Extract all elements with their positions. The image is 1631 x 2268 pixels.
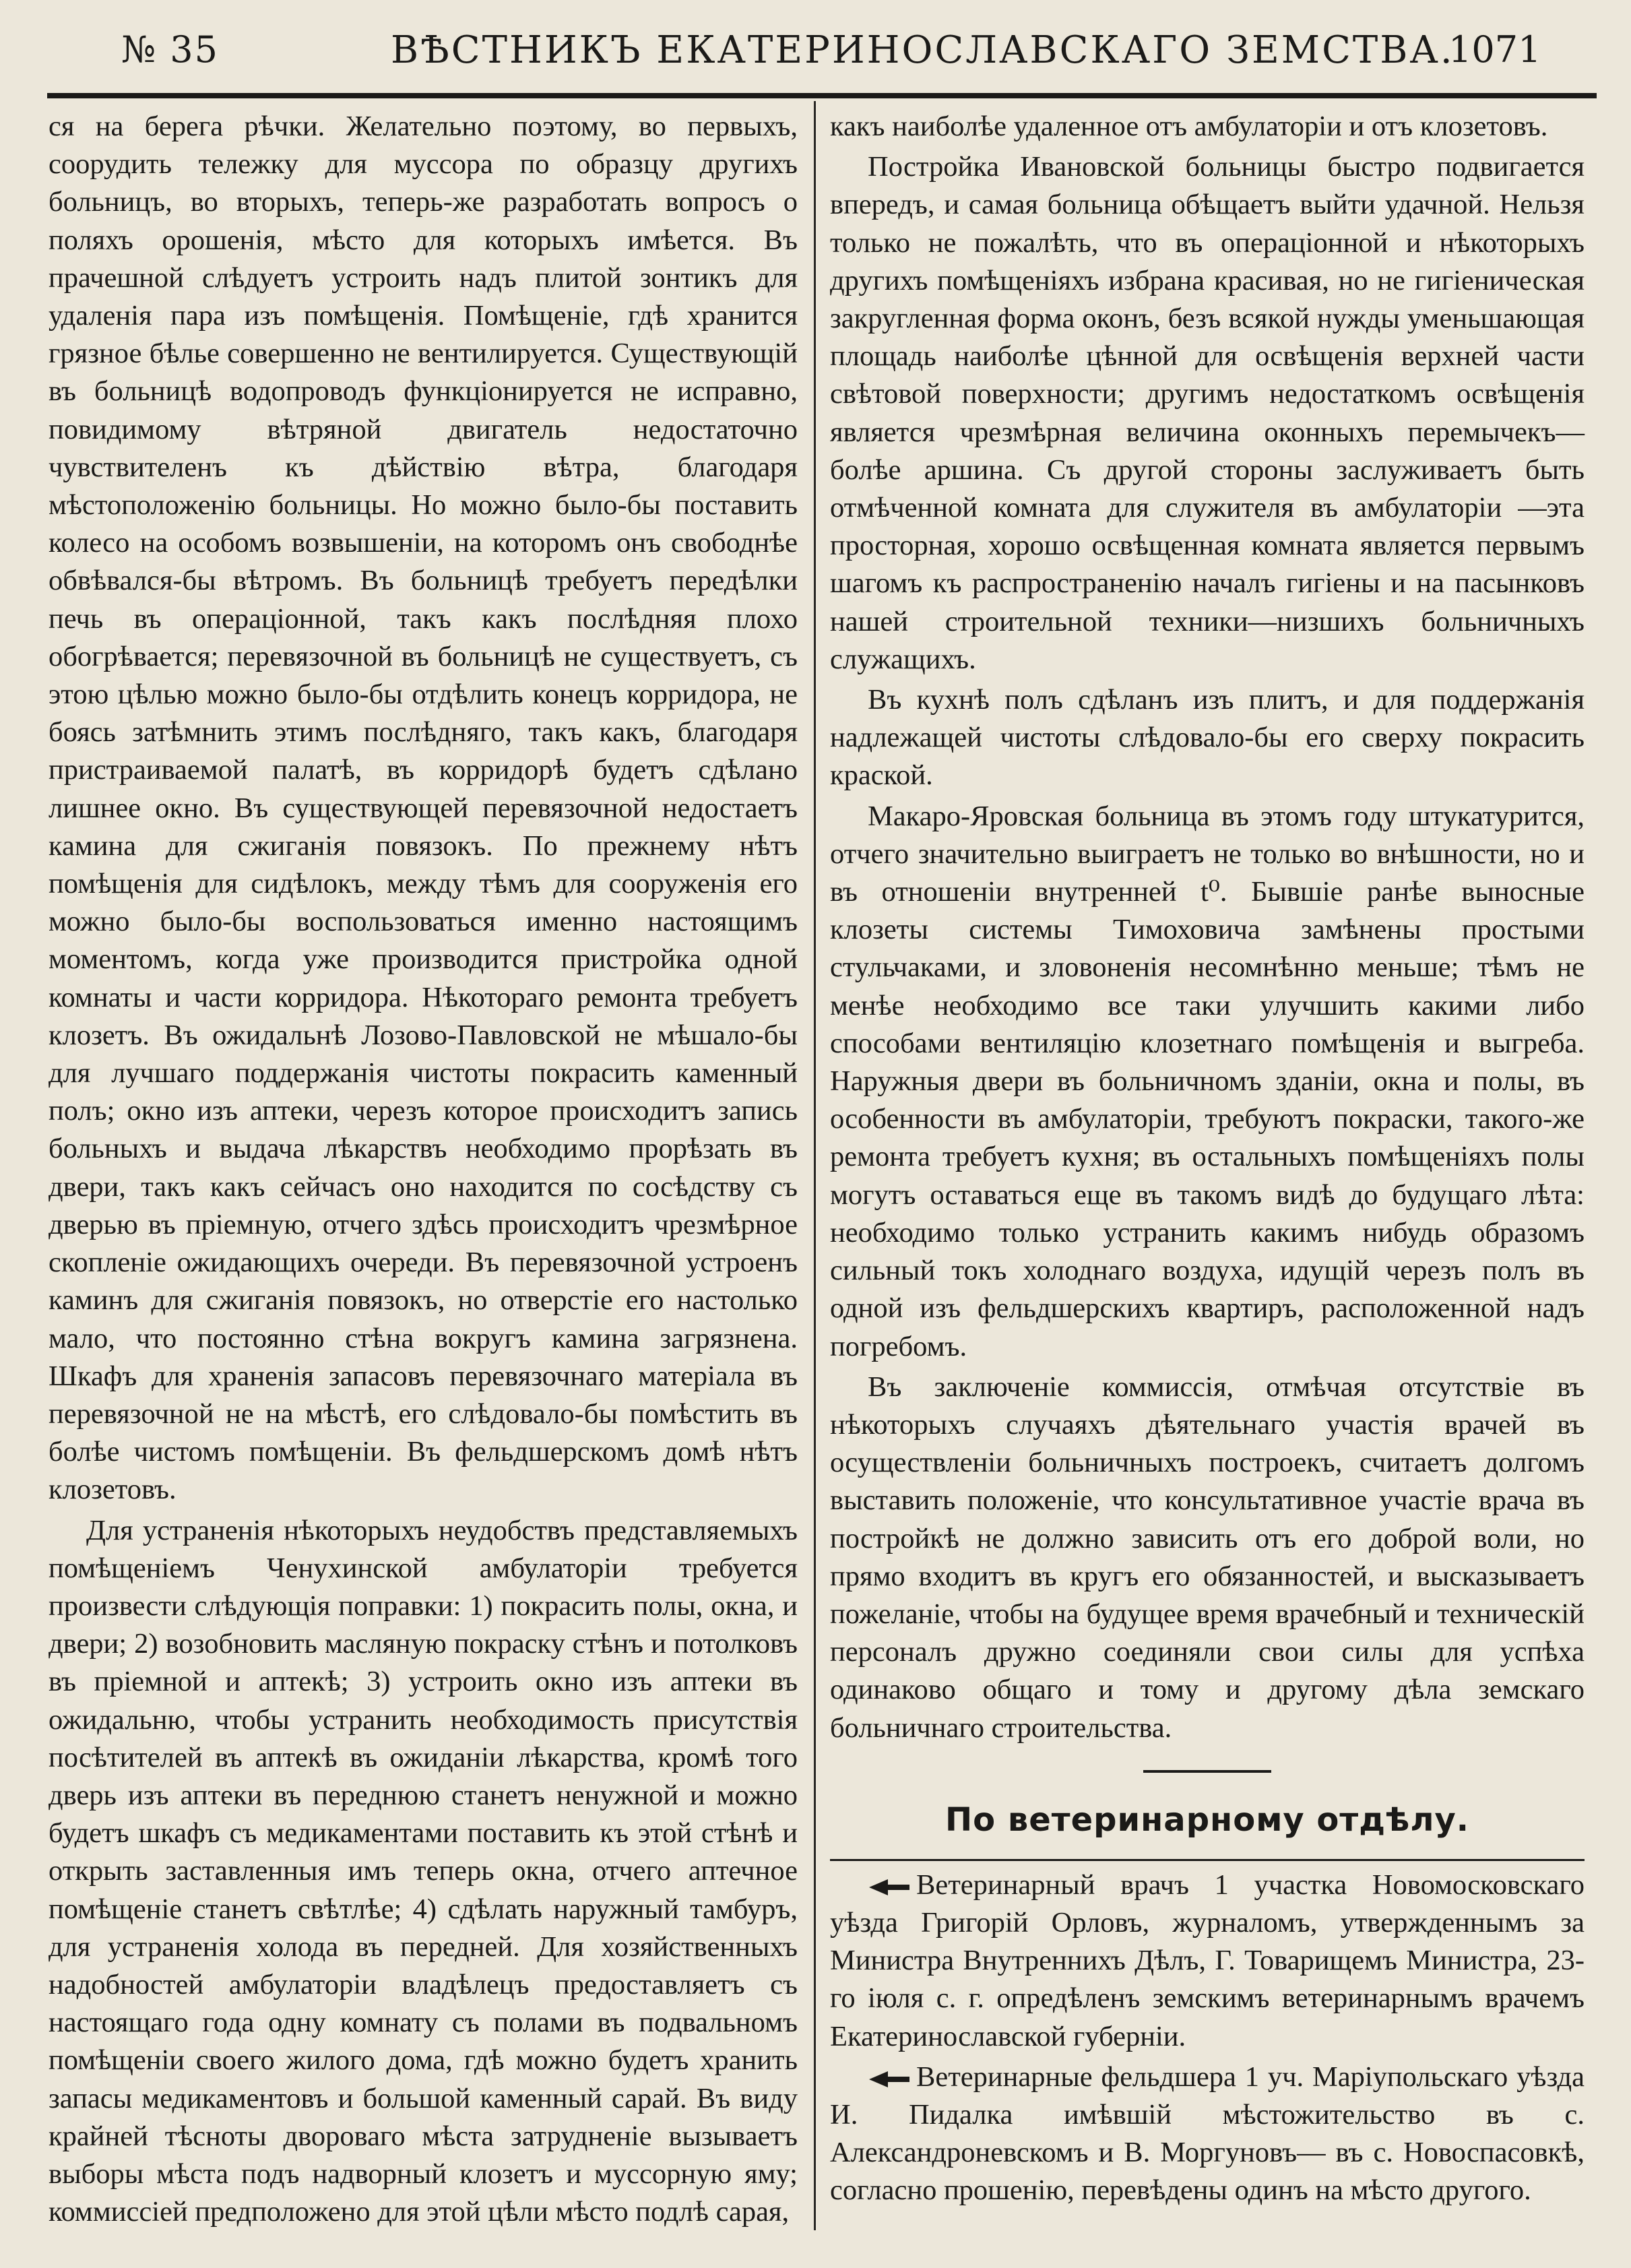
left-column [49,108,798,2231]
paragraph: Въ кухнѣ полъ сдѣланъ изъ плитъ, и для поддержанія надлежащей чистоты слѣдовало-бы его сверху покрасить краской. [830,684,1585,792]
notice-text: Ветеринарный врачъ 1 участка Новомосковскаго уѣзда Григорій Орловъ, журналомъ, утвержденнымъ за Министра Внутреннихъ Дѣлъ, Г. Товарищемъ Министра, 23-го іюля с. г. опредѣленъ земскимъ ветеринарнымъ врачемъ Екатеринославской губерніи. [830,1868,1585,2052]
paragraph: Постройка Ивановской больницы быстро подвигается впередъ, и самая больница обѣщаетъ выйти удачной. Нельзя только не пожалѣть, что въ операціонной и нѣкоторыхъ другихъ помѣщеніяхъ избрана красивая, но не гигіеническая закругленная форма оконъ, безъ всякой нужды уменьшающая площадь наиболѣе цѣнной для освѣщенія верхней части свѣтовой поверхности; другимъ недостаткомъ освѣщенія является чрезмѣрная величина оконныхъ перемычекъ—болѣе аршина. Съ другой стороны заслуживаетъ быть отмѣченной комната для служителя въ амбулаторіи —эта просторная, хорошо освѣщенная комната является первымъ шагомъ къ распространенію началъ гигіены и на пасынковъ нашей строительной техники—низшихъ больничныхъ служащихъ. [830,151,1585,675]
paragraph: какъ наиболѣе удаленное отъ амбулаторіи и отъ клозетовъ. [830,111,1548,142]
paragraph: Для устраненія нѣкоторыхъ неудобствъ представляемыхъ помѣщеніемъ Ченухинской амбулаторіи требуется произвести слѣдующія поправки: 1) покрасить полы, окна, и двери; 2) возобновить масляную покраску стѣнъ и потолковъ въ пріемной и аптекѣ; 3) устроить окно изъ аптеки въ ожидальню, чтобы устранить необходимость присутствія посѣтителей въ аптекѣ въ ожиданіи лѣкарства, кромѣ того дверь изъ аптеки въ переднюю станетъ ненужной и можно будетъ шкафъ съ медикаментами поставить къ этой стѣнѣ и открыть заставленныя имъ теперь окна, отчего аптечное помѣщеніе станетъ свѣтлѣе; 4) сдѣлать наружный тамбуръ, для устраненія холода въ передней. Для хозяйственныхъ надобностей амбулаторіи владѣлецъ предоставляетъ съ настоящаго года одну комнату съ полами въ подвальномъ помѣщеніи своего жилого дома, гдѣ можно будетъ хранить запасы медикаментовъ и большой каменный сарай. Въ виду крайней тѣсноты двороваго мѣста затрудненіе вызываетъ выборы мѣста подъ надворный клозетъ и муссорную яму; коммиссіей предположено для этой цѣли мѣсто подлѣ сарая, [49,1514,798,2228]
page-header [40,12,1597,86]
issue-number: № 35 [121,28,219,71]
pointer-icon [868,2069,911,2089]
section-separator [1143,1770,1271,1773]
journal-title: ВѢСТНИКЪ ЕКАТЕРИНОСЛАВСКАГО ЗЕМСТВА. [391,28,1454,72]
pointer-icon [868,1877,911,1897]
notice-text: Ветеринарные фельдшера 1 уч. Маріупольскаго уѣзда И. Пидалка имѣвшій мѣстожительство въ с. Александроневскомъ и В. Моргуновъ— въ с. Новоспасовкѣ, согласно прошенію, перевѣдены одинъ на мѣсто другого. [830,2060,1585,2207]
column-divider [814,101,816,2230]
section-rule [830,1859,1585,1861]
header-rule [47,93,1597,98]
paragraph: Макаро-Яровская больница въ этомъ году штукатурится, отчего значительно выиграетъ не только во внѣшности, но и въ отношеніи внутренней t⁰. Бывшіе ранѣе выносные клозеты системы Тимоховича замѣнены простыми стульчаками, и зловоненія несомнѣнно меньше; тѣмъ не менѣе необходимо все таки улучшить какими либо способами вентиляцію клозетнаго помѣщенія и выгреба. Наружныя двери въ больничномъ зданіи, окна и полы, въ особенности въ амбулаторіи, требуютъ покраски, такого-же ремонта требуетъ кухня; въ остальныхъ помѣщеніяхъ полы могутъ оставаться еще въ такомъ видѣ до будущаго лѣта: необходимо только устранить какимъ нибудь образомъ сильный токъ холоднаго воздуха, идущій черезъ полъ въ одной изъ фельдшерскихъ квартиръ, расположенной надъ погребомъ. [830,800,1585,1362]
right-column [830,108,1585,2210]
paragraph: ся на берега рѣчки. Желательно поэтому, во первыхъ, соорудить тележку для муссора по образцу другихъ больницъ, во вторыхъ, теперь-же разработать вопросъ о поляхъ орошенія, мѣсто для которыхъ имѣется. Въ прачешной слѣдуетъ устроить надъ плитой зонтикъ для удаленія пара изъ помѣщенія. Помѣщеніе, гдѣ хранится грязное бѣлье совершенно не вентилируется. Существующій въ больницѣ водопроводъ функціонируется не исправно, повидимому вѣтряной двигатель недостаточно чувствителенъ къ дѣйствію вѣтра, благодаря мѣстоположенію больницы. Но можно было-бы поставить колесо на особомъ возвышеніи, на которомъ онъ свободнѣе обвѣвался-бы вѣтромъ. Въ больницѣ требуетъ передѣлки печь въ операціонной, такъ какъ послѣдняя плохо обогрѣвается; перевязочной въ больницѣ не существуетъ, съ этою цѣлью можно было-бы отдѣлить конецъ корридора, не боясь затѣмнить этимъ послѣдняго, такъ какъ, благодаря пристраиваемой палатѣ, въ корридорѣ будетъ сдѣлано лишнее окно. Въ существующей перевязочной недостаетъ камина для сжиганія повязокъ. По прежнему нѣтъ помѣщенія для сидѣлокъ, между тѣмъ для сооруженія его можно было-бы воспользоваться именно настоящимъ моментомъ, когда уже производится пристройка одной комнаты и части корридора. Нѣкотораго ремонта требуетъ клозетъ. Въ ожидальнѣ Лозово-Павловской не мѣшало-бы для лучшаго поддержанія чистоты покрасить каменный полъ; окно изъ аптеки, черезъ которое происходитъ запись больныхъ и выдача лѣкарствъ необходимо прорѣзать въ двери, такъ какъ сейчасъ оно находится по сосѣдству съ дверью въ пріемную, отчего здѣсь происходитъ чрезмѣрное скопленіе ожидающихъ очереди. Въ перевязочной устроенъ каминъ для сжиганія повязокъ, но отверстіе его настолько мало, что постоянно стѣна вокругъ камина загрязнена. Шкафъ для храненія запасовъ перевязочнаго матеріала въ перевязочной не на мѣстѣ, его слѣдовало-бы помѣстить въ болѣе чистомъ помѣщеніи. Въ фельдшерскомъ домѣ нѣтъ клозетовъ. [49,111,798,1506]
notice-item [830,2058,1585,2210]
section-heading: По ветеринарному отдѣлу. [945,1800,1469,1839]
paragraph: Въ заключеніе коммиссія, отмѣчая отсутствіе въ нѣкоторыхъ случаяхъ дѣятельнаго участія врачей въ осуществленіи больничныхъ построекъ, считаетъ долгомъ выставить положеніе, что консультативное участіе врача въ постройкѣ не должно зависить отъ его доброй воли, но прямо входитъ въ кругъ его обязанностей, и высказываетъ пожеланіе, чтобы на будущее время врачебный и техническій персоналъ дружно соединяли свои силы для успѣха одинаково общаго и тому и другому дѣла земскаго больничнаго строительства. [830,1371,1585,1744]
page-number: 1071 [1448,28,1541,71]
notice-item [830,1866,1585,2056]
